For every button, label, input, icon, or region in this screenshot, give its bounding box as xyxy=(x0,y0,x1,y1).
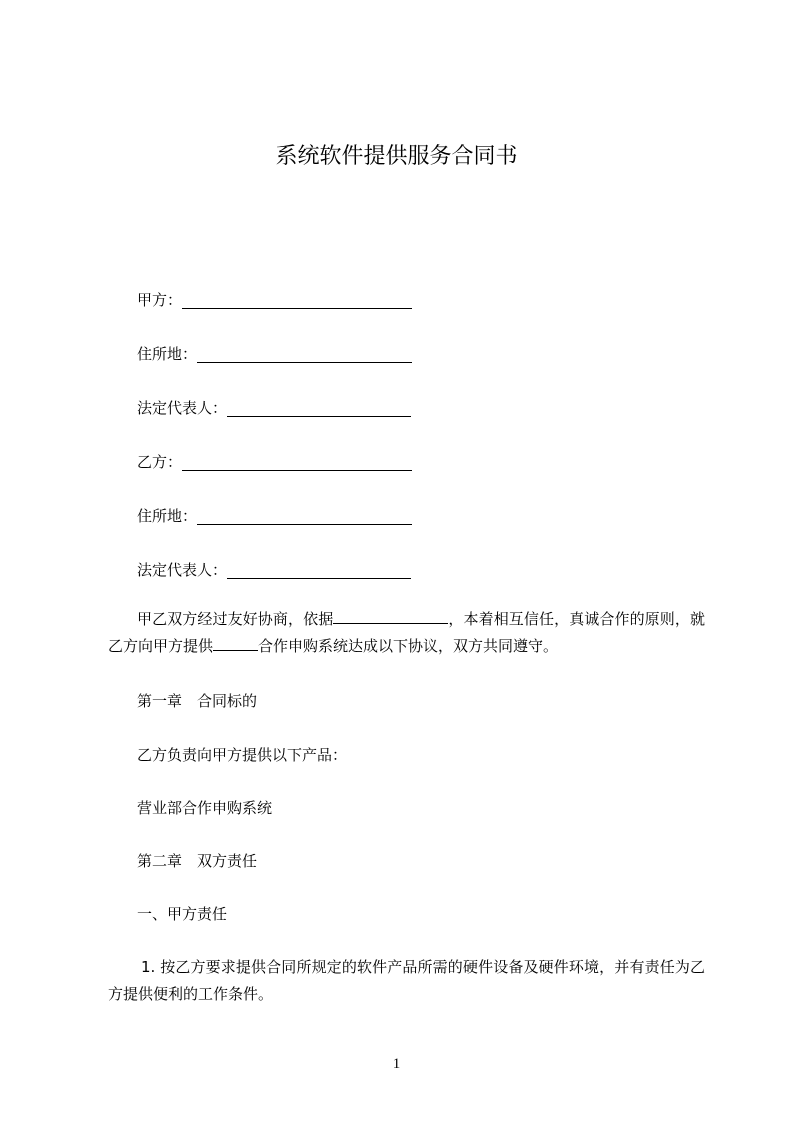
chapter-1-heading: 第一章 合同标的 xyxy=(137,692,258,710)
product-name: 营业部合作申购系统 xyxy=(137,799,273,817)
field-label: 乙方： xyxy=(137,453,183,471)
intro-text: 甲乙双方经过友好协商，依据 xyxy=(137,610,334,628)
document-title: 系统软件提供服务合同书 xyxy=(275,144,518,169)
blank-line xyxy=(213,636,258,651)
blank-line xyxy=(197,509,412,525)
intro-paragraph xyxy=(108,606,705,660)
paragraph: 乙方负责向甲方提供以下产品： xyxy=(137,746,348,764)
page-number: 1 xyxy=(392,1056,401,1072)
blank-line xyxy=(227,401,411,417)
field-label: 住所地： xyxy=(137,345,198,363)
blank-line xyxy=(182,293,412,309)
blank-line xyxy=(333,609,448,624)
party-b-representative-field xyxy=(137,561,411,579)
party-b-field xyxy=(137,453,412,471)
field-label: 法定代表人： xyxy=(137,561,228,579)
party-a-address-field xyxy=(137,345,412,363)
party-a-representative-field xyxy=(137,399,411,417)
section-heading: 一、甲方责任 xyxy=(137,905,228,923)
field-label: 住所地： xyxy=(137,507,198,525)
chapter-2-heading: 第二章 双方责任 xyxy=(137,852,258,870)
item-1-paragraph: 1. 按乙方要求提供合同所规定的软件产品所需的硬件设备及硬件环境，并有责任为乙方提供便利的工作条件。 xyxy=(108,958,705,1003)
party-a-field xyxy=(137,291,412,309)
blank-line xyxy=(197,347,412,363)
party-b-address-field xyxy=(137,507,412,525)
intro-text: 合作申购系统达成以下协议，双方共同遵守。 xyxy=(258,637,559,655)
field-label: 法定代表人： xyxy=(137,399,228,417)
blank-line xyxy=(227,563,411,579)
intro-text: ，本着相互信任，真诚合作的原则，就乙方向甲方提供 xyxy=(108,610,705,655)
field-label: 甲方： xyxy=(137,291,183,309)
blank-line xyxy=(182,455,412,471)
